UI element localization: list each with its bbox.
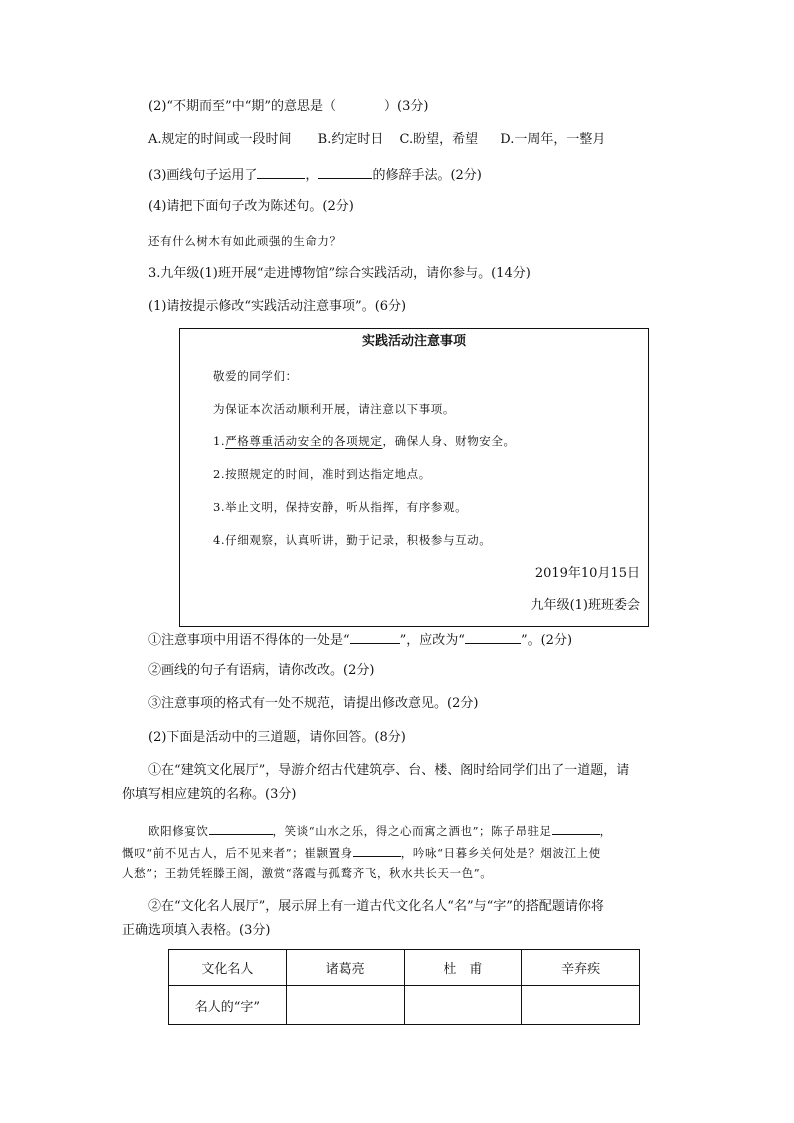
fill-blank[interactable] xyxy=(350,630,400,644)
table-header: 辛弃疾 xyxy=(522,950,640,986)
section-3-part-1: (1)请按提示修改“实践活动注意事项”。(6分) xyxy=(148,299,407,314)
notice-item-2: 2.按照规定的时间，准时到达指定地点。 xyxy=(213,467,431,481)
passage-line-2: 慨叹“前不见古人，后不见来者”；崔颢置身 ，吟咏“日暮乡关何处是？烟波江上使 xyxy=(122,843,601,861)
option-a[interactable]: A.规定的时间或一段时间 xyxy=(148,132,292,147)
fill-blank[interactable] xyxy=(257,165,305,179)
question-4: (4)请把下面句子改为陈述句。(2分) xyxy=(148,199,354,214)
building-question-line-1: ①在“建筑文化展厅”，导游介绍古代建筑亭、台、楼、阁时给同学们出了一道题，请 xyxy=(148,763,630,778)
fill-blank[interactable] xyxy=(552,821,600,835)
sub-question-1: ①注意事项中用语不得体的一处是“ ”，应改为“ ”。(2分) xyxy=(148,630,572,649)
underlined-sentence: 严格尊重活动安全的各项规定 xyxy=(225,434,383,448)
section-3-title: 3.九年级(1)班开展“走进博物馆”综合实践活动，请你参与。(14分) xyxy=(148,266,531,281)
option-b[interactable]: B.约定时日 xyxy=(317,132,384,147)
question-4-sentence: 还有什么树木有如此顽强的生命力？ xyxy=(148,234,342,248)
option-d[interactable]: D.一周年，一整月 xyxy=(500,132,606,147)
answer-cell[interactable] xyxy=(522,986,640,1025)
section-3-part-2: (2)下面是活动中的三道题，请你回答。(8分) xyxy=(148,730,406,745)
notice-item-3: 3.举止文明，保持安静，听从指挥，有序参观。 xyxy=(213,500,468,514)
option-c[interactable]: C.盼望，希望 xyxy=(399,132,479,147)
fill-blank[interactable] xyxy=(318,165,372,179)
sub-question-2: ②画线的句子有语病，请你改改。(2分) xyxy=(148,663,375,678)
question-2-options xyxy=(148,132,605,148)
names-question-line-1: ②在“文化名人展厅”，展示屏上有一道古代文化名人“名”与“字”的搭配题请你将 xyxy=(148,899,604,914)
notice-item-4: 4.仔细观察，认真听讲，勤于记录，积极参与互动。 xyxy=(213,533,492,547)
question-3: (3)画线句子运用了 ， 的修辞手法。(2分) xyxy=(148,165,482,184)
notice-intro: 为保证本次活动顺利开展，请注意以下事项。 xyxy=(213,402,455,416)
fill-blank[interactable] xyxy=(209,821,273,835)
table-row-label: 名人的“字” xyxy=(169,986,287,1025)
notice-date: 2019年10月15日 xyxy=(534,566,640,581)
notice-greeting: 敬爱的同学们： xyxy=(213,369,298,383)
fill-blank[interactable] xyxy=(353,843,401,857)
answer-cell[interactable] xyxy=(404,986,522,1025)
notice-signature: 九年级(1)班班委会 xyxy=(530,598,640,613)
notice-title: 实践活动注意事项 xyxy=(361,334,466,349)
notice-box xyxy=(179,328,649,627)
passage-line-1: 欧阳修宴饮 ，笑谈“山水之乐，得之心而寓之酒也”；陈子昂驻足 ， xyxy=(148,821,612,839)
question-2: (2)“不期而至”中“期”的意思是（ ）(3分) xyxy=(148,99,429,114)
notice-item-1: 1.严格尊重活动安全的各项规定，确保人身、财物安全。 xyxy=(213,434,516,448)
sub-question-3: ③注意事项的格式有一处不规范，请提出修改意见。(2分) xyxy=(148,696,479,711)
answer-cell[interactable] xyxy=(286,986,404,1025)
table-header: 诸葛亮 xyxy=(286,950,404,986)
table-header: 杜 甫 xyxy=(404,950,522,986)
passage-line-3: 人愁”；王勃凭轾滕王阁，激赏“落霞与孤鹜齐飞，秋水共长天一色”。 xyxy=(122,866,493,880)
names-table xyxy=(168,949,640,1025)
table-header: 文化名人 xyxy=(169,950,287,986)
fill-blank[interactable] xyxy=(465,630,521,644)
building-question-line-2: 你填写相应建筑的名称。(3分) xyxy=(122,787,297,802)
names-question-line-2: 正确选项填入表格。(3分) xyxy=(122,923,271,938)
